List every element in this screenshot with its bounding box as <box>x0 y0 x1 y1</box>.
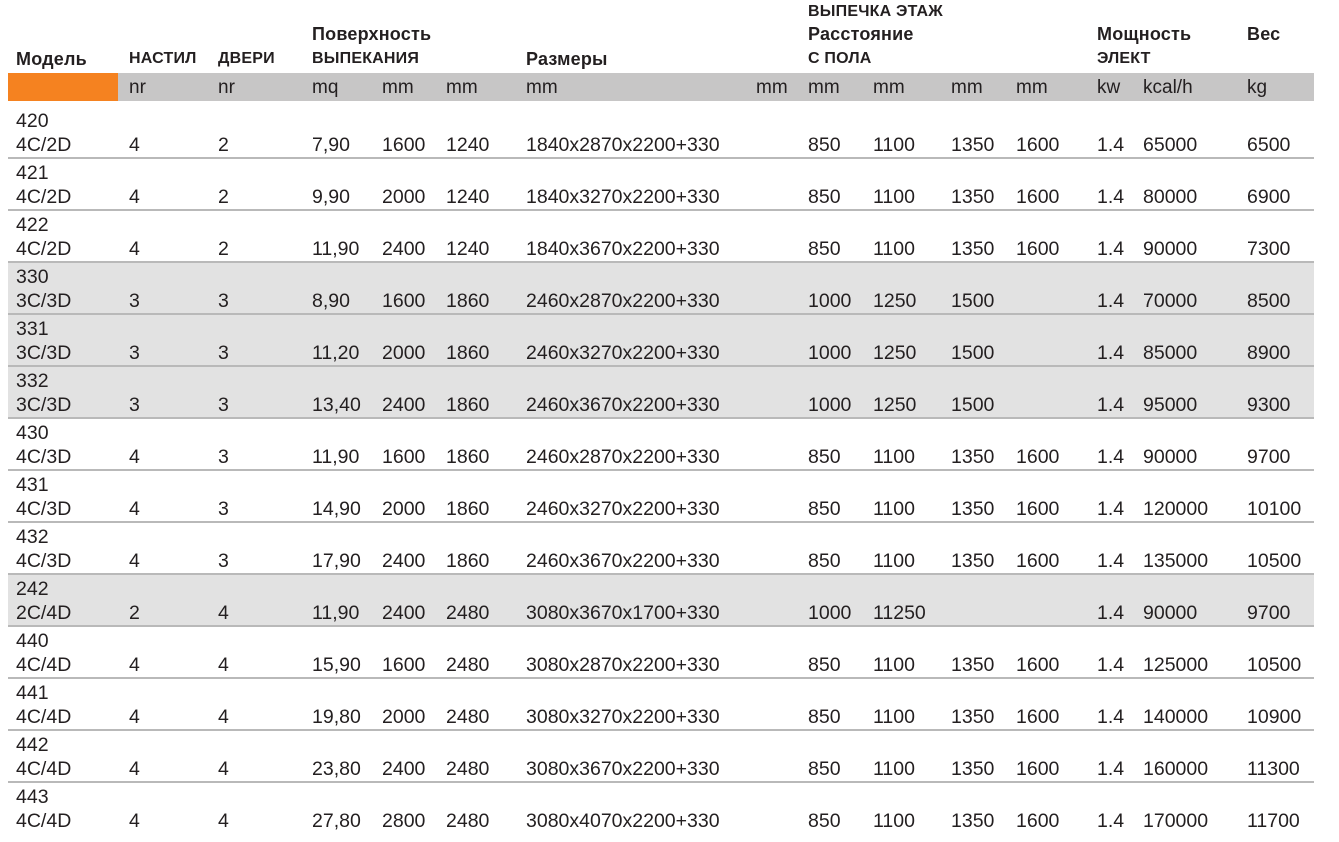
cell-f3: 1350 <box>951 550 995 572</box>
cell-kw: 1.4 <box>1097 550 1125 572</box>
cell-f2: 1250 <box>873 342 917 364</box>
header-surface-line1: Поверхность <box>312 24 432 44</box>
cell-surface: 17,90 <box>312 550 361 572</box>
cell-dims: 2460x3270x2200+330 <box>526 342 720 364</box>
cell-weight: 9300 <box>1247 394 1291 416</box>
cell-surface: 11,90 <box>312 238 360 260</box>
unit-doors: nr <box>218 77 235 98</box>
cell-doors: 4 <box>218 810 229 832</box>
cell-model: 331 <box>16 318 49 340</box>
cell-surface: 11,90 <box>312 602 360 624</box>
cell-length: 2400 <box>382 550 426 572</box>
cell-weight: 9700 <box>1247 602 1291 624</box>
cell-surface: 14,90 <box>312 498 361 520</box>
cell-dims: 2460x2870x2200+330 <box>526 446 720 468</box>
cell-f2: 1100 <box>873 550 915 572</box>
cell-dims: 1840x3670x2200+330 <box>526 238 720 260</box>
header-surface-line2: ВЫПЕКАНИЯ <box>312 50 420 67</box>
cell-kcal: 160000 <box>1143 758 1209 780</box>
cell-weight: 10500 <box>1247 654 1302 676</box>
unit-width: mm <box>446 77 478 98</box>
header-doors: ДВЕРИ <box>218 50 275 67</box>
cell-width: 1860 <box>446 342 490 364</box>
cell-kw: 1.4 <box>1097 342 1125 364</box>
cell-weight: 8900 <box>1247 342 1291 364</box>
cell-width: 1240 <box>446 134 490 156</box>
cell-tiers: 4 <box>129 498 140 520</box>
cell-variant: 4C/2D <box>16 186 72 208</box>
cell-kcal: 125000 <box>1143 654 1209 676</box>
table-row <box>8 419 1314 471</box>
table-row <box>8 367 1314 419</box>
cell-dims: 3080x3270x2200+330 <box>526 706 720 728</box>
cell-tiers: 3 <box>129 342 140 364</box>
cell-dims: 3080x3670x2200+330 <box>526 758 720 780</box>
cell-surface: 13,40 <box>312 394 361 416</box>
cell-f1: 850 <box>808 498 841 520</box>
cell-surface: 23,80 <box>312 758 361 780</box>
table-row <box>8 159 1314 211</box>
cell-f2: 1100 <box>873 706 915 728</box>
cell-f1: 1000 <box>808 602 852 624</box>
table-row <box>8 783 1314 835</box>
cell-f1: 1000 <box>808 342 852 364</box>
cell-tiers: 4 <box>129 810 140 832</box>
unit-weight: kg <box>1247 77 1268 98</box>
cell-f3: 1350 <box>951 810 995 832</box>
cell-model: 430 <box>16 422 49 444</box>
unit-floor-4: mm <box>1016 77 1048 98</box>
cell-length: 1600 <box>382 134 426 156</box>
table-row <box>8 211 1314 263</box>
cell-dims: 3080x4070x2200+330 <box>526 810 720 832</box>
cell-width: 1860 <box>446 550 490 572</box>
cell-tiers: 2 <box>129 602 140 624</box>
cell-length: 2000 <box>382 342 426 364</box>
cell-surface: 19,80 <box>312 706 361 728</box>
cell-length: 2400 <box>382 394 426 416</box>
table-row <box>8 731 1314 783</box>
cell-width: 1240 <box>446 238 490 260</box>
cell-dims: 2460x3670x2200+330 <box>526 394 720 416</box>
cell-model: 431 <box>16 474 49 496</box>
cell-model: 421 <box>16 162 49 184</box>
unit-kcal: kcal/h <box>1143 77 1193 98</box>
cell-f1: 850 <box>808 654 841 676</box>
cell-doors: 3 <box>218 290 229 312</box>
cell-f3: 1350 <box>951 134 995 156</box>
cell-f4: 1600 <box>1016 758 1060 780</box>
cell-f2: 1250 <box>873 394 917 416</box>
cell-kcal: 90000 <box>1143 446 1198 468</box>
cell-kw: 1.4 <box>1097 810 1125 832</box>
cell-f1: 850 <box>808 238 841 260</box>
cell-kcal: 120000 <box>1143 498 1209 520</box>
cell-f4: 1600 <box>1016 446 1060 468</box>
cell-f2: 1100 <box>873 186 915 208</box>
cell-tiers: 4 <box>129 706 140 728</box>
cell-kcal: 80000 <box>1143 186 1198 208</box>
cell-kcal: 140000 <box>1143 706 1209 728</box>
header-floor-line2: Расстояние <box>808 24 914 44</box>
cell-doors: 2 <box>218 238 229 260</box>
cell-weight: 11700 <box>1247 810 1300 832</box>
cell-f1: 1000 <box>808 394 852 416</box>
cell-variant: 3C/3D <box>16 394 72 416</box>
table-row <box>8 107 1314 159</box>
unit-dim-extra: mm <box>756 77 788 98</box>
cell-f4: 1600 <box>1016 654 1060 676</box>
cell-variant: 4C/4D <box>16 706 72 728</box>
cell-tiers: 4 <box>129 238 140 260</box>
cell-tiers: 4 <box>129 446 140 468</box>
cell-kw: 1.4 <box>1097 602 1125 624</box>
cell-kcal: 70000 <box>1143 290 1198 312</box>
cell-f1: 850 <box>808 186 841 208</box>
cell-f3: 1350 <box>951 238 995 260</box>
cell-dims: 3080x2870x2200+330 <box>526 654 720 676</box>
cell-doors: 4 <box>218 602 229 624</box>
cell-f1: 850 <box>808 758 841 780</box>
cell-variant: 4C/3D <box>16 550 72 572</box>
cell-variant: 4C/4D <box>16 810 72 832</box>
cell-dims: 1840x3270x2200+330 <box>526 186 720 208</box>
cell-tiers: 4 <box>129 186 140 208</box>
cell-kcal: 65000 <box>1143 134 1198 156</box>
cell-weight: 11300 <box>1247 758 1300 780</box>
orange-accent-swatch <box>8 73 118 101</box>
table-row <box>8 679 1314 731</box>
cell-variant: 4C/4D <box>16 758 72 780</box>
unit-tiers: nr <box>129 77 146 98</box>
cell-f3: 1350 <box>951 498 995 520</box>
cell-doors: 3 <box>218 342 229 364</box>
cell-f4: 1600 <box>1016 706 1060 728</box>
cell-kw: 1.4 <box>1097 186 1125 208</box>
unit-floor-3: mm <box>951 77 983 98</box>
cell-f3: 1350 <box>951 446 995 468</box>
cell-f3: 1350 <box>951 186 995 208</box>
cell-doors: 4 <box>218 654 229 676</box>
cell-width: 2480 <box>446 758 490 780</box>
cell-length: 2400 <box>382 602 426 624</box>
cell-f4: 1600 <box>1016 498 1060 520</box>
cell-kw: 1.4 <box>1097 758 1125 780</box>
cell-weight: 8500 <box>1247 290 1291 312</box>
cell-surface: 15,90 <box>312 654 361 676</box>
cell-variant: 4C/3D <box>16 446 72 468</box>
cell-model: 420 <box>16 110 49 132</box>
cell-surface: 11,90 <box>312 446 360 468</box>
header-model: Модель <box>16 49 87 69</box>
cell-model: 442 <box>16 734 49 756</box>
cell-width: 2480 <box>446 810 490 832</box>
cell-f2: 1100 <box>873 758 915 780</box>
cell-f3: 1500 <box>951 394 995 416</box>
cell-model: 440 <box>16 630 49 652</box>
cell-f3: 1350 <box>951 706 995 728</box>
cell-weight: 6500 <box>1247 134 1291 156</box>
cell-f3: 1350 <box>951 758 995 780</box>
cell-kw: 1.4 <box>1097 446 1125 468</box>
cell-surface: 8,90 <box>312 290 350 312</box>
table-row <box>8 471 1314 523</box>
cell-width: 2480 <box>446 706 490 728</box>
cell-variant: 4C/2D <box>16 134 72 156</box>
cell-f1: 850 <box>808 446 841 468</box>
cell-f4: 1600 <box>1016 550 1060 572</box>
cell-kcal: 95000 <box>1143 394 1198 416</box>
header-weight: Вес <box>1247 24 1281 44</box>
table-row <box>8 627 1314 679</box>
cell-dims: 2460x3270x2200+330 <box>526 498 720 520</box>
cell-weight: 6900 <box>1247 186 1291 208</box>
cell-length: 2800 <box>382 810 426 832</box>
cell-kw: 1.4 <box>1097 134 1125 156</box>
cell-width: 1860 <box>446 394 490 416</box>
table-row <box>8 263 1314 315</box>
cell-weight: 7300 <box>1247 238 1291 260</box>
cell-model: 332 <box>16 370 49 392</box>
cell-dims: 3080x3670x1700+330 <box>526 602 720 624</box>
cell-doors: 3 <box>218 394 229 416</box>
cell-length: 1600 <box>382 446 426 468</box>
cell-f2: 1250 <box>873 290 917 312</box>
header-power-line2: ЭЛЕКТ <box>1097 50 1151 67</box>
cell-weight: 10100 <box>1247 498 1302 520</box>
cell-f4: 1600 <box>1016 134 1060 156</box>
cell-width: 2480 <box>446 654 490 676</box>
cell-tiers: 3 <box>129 394 140 416</box>
unit-surface: mq <box>312 77 339 98</box>
cell-doors: 2 <box>218 186 229 208</box>
cell-length: 2000 <box>382 706 426 728</box>
unit-floor-2: mm <box>873 77 905 98</box>
cell-model: 443 <box>16 786 49 808</box>
cell-f4: 1600 <box>1016 186 1060 208</box>
cell-f2: 11250 <box>873 602 926 624</box>
cell-kw: 1.4 <box>1097 290 1125 312</box>
cell-variant: 4C/3D <box>16 498 72 520</box>
cell-f2: 1100 <box>873 498 915 520</box>
cell-surface: 7,90 <box>312 134 350 156</box>
cell-f1: 850 <box>808 706 841 728</box>
cell-f1: 850 <box>808 550 841 572</box>
unit-dimensions: mm <box>526 77 558 98</box>
cell-model: 422 <box>16 214 49 236</box>
header-floor-line1: ВЫПЕЧКА ЭТАЖ <box>808 3 943 20</box>
cell-f1: 1000 <box>808 290 852 312</box>
cell-doors: 3 <box>218 498 229 520</box>
cell-variant: 4C/4D <box>16 654 72 676</box>
cell-f2: 1100 <box>873 238 915 260</box>
cell-kcal: 85000 <box>1143 342 1198 364</box>
cell-kcal: 135000 <box>1143 550 1209 572</box>
cell-f2: 1100 <box>873 810 915 832</box>
cell-doors: 3 <box>218 550 229 572</box>
cell-kw: 1.4 <box>1097 706 1125 728</box>
cell-f2: 1100 <box>873 446 915 468</box>
cell-length: 1600 <box>382 654 426 676</box>
cell-doors: 3 <box>218 446 229 468</box>
cell-variant: 3C/3D <box>16 342 72 364</box>
cell-width: 1860 <box>446 498 490 520</box>
cell-doors: 4 <box>218 758 229 780</box>
cell-dims: 2460x2870x2200+330 <box>526 290 720 312</box>
cell-kw: 1.4 <box>1097 654 1125 676</box>
cell-tiers: 4 <box>129 654 140 676</box>
cell-surface: 9,90 <box>312 186 350 208</box>
cell-tiers: 4 <box>129 758 140 780</box>
cell-model: 441 <box>16 682 49 704</box>
cell-f3: 1350 <box>951 654 995 676</box>
cell-kcal: 170000 <box>1143 810 1209 832</box>
cell-dims: 2460x3670x2200+330 <box>526 550 720 572</box>
cell-tiers: 3 <box>129 290 140 312</box>
cell-f1: 850 <box>808 810 841 832</box>
cell-variant: 4C/2D <box>16 238 72 260</box>
cell-length: 2400 <box>382 758 426 780</box>
cell-kw: 1.4 <box>1097 394 1125 416</box>
cell-width: 2480 <box>446 602 490 624</box>
cell-weight: 10500 <box>1247 550 1302 572</box>
cell-f3: 1500 <box>951 290 995 312</box>
cell-f1: 850 <box>808 134 841 156</box>
header-power-line1: Мощность <box>1097 24 1192 44</box>
cell-variant: 2C/4D <box>16 602 72 624</box>
cell-tiers: 4 <box>129 134 140 156</box>
unit-length: mm <box>382 77 414 98</box>
cell-f2: 1100 <box>873 654 915 676</box>
header-floor-line3: С ПОЛА <box>808 50 872 67</box>
cell-variant: 3C/3D <box>16 290 72 312</box>
cell-weight: 10900 <box>1247 706 1302 728</box>
table-row <box>8 575 1314 627</box>
cell-f3: 1500 <box>951 342 995 364</box>
header-tiers: НАСТИЛ <box>129 50 197 67</box>
cell-doors: 2 <box>218 134 229 156</box>
cell-width: 1860 <box>446 446 490 468</box>
cell-model: 330 <box>16 266 49 288</box>
table-row <box>8 315 1314 367</box>
cell-width: 1240 <box>446 186 490 208</box>
unit-floor-1: mm <box>808 77 840 98</box>
cell-length: 2400 <box>382 238 426 260</box>
cell-weight: 9700 <box>1247 446 1291 468</box>
cell-length: 2000 <box>382 186 426 208</box>
cell-model: 242 <box>16 578 49 600</box>
cell-kcal: 90000 <box>1143 238 1198 260</box>
cell-dims: 1840x2870x2200+330 <box>526 134 720 156</box>
unit-kw: kw <box>1097 77 1121 98</box>
cell-length: 1600 <box>382 290 426 312</box>
header-dimensions: Размеры <box>526 49 608 69</box>
cell-length: 2000 <box>382 498 426 520</box>
cell-tiers: 4 <box>129 550 140 572</box>
cell-f4: 1600 <box>1016 810 1060 832</box>
cell-doors: 4 <box>218 706 229 728</box>
cell-kw: 1.4 <box>1097 498 1125 520</box>
cell-surface: 27,80 <box>312 810 361 832</box>
data-table <box>8 107 1314 835</box>
cell-width: 1860 <box>446 290 490 312</box>
cell-f2: 1100 <box>873 134 915 156</box>
cell-kcal: 90000 <box>1143 602 1198 624</box>
cell-f4: 1600 <box>1016 238 1060 260</box>
cell-surface: 11,20 <box>312 342 360 364</box>
table-row <box>8 523 1314 575</box>
cell-kw: 1.4 <box>1097 238 1125 260</box>
cell-model: 432 <box>16 526 49 548</box>
